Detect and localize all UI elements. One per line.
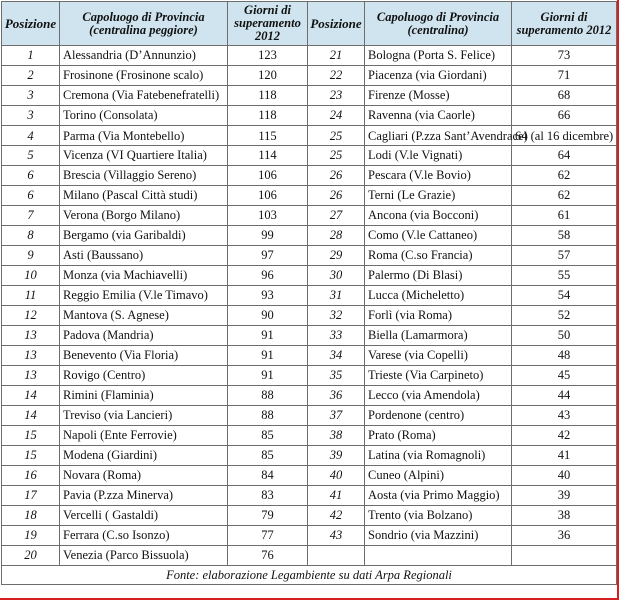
table-row — [2, 126, 617, 146]
table-row — [2, 106, 617, 126]
city-cell: Forlì (via Roma) — [365, 306, 512, 326]
city-cell: Vicenza (VI Quartiere Italia) — [60, 146, 228, 166]
position-cell — [308, 546, 365, 566]
days-cell: 99 — [228, 226, 308, 246]
city-cell: Parma (Via Montebello) — [60, 126, 228, 146]
table-row — [2, 146, 617, 166]
position-cell: 29 — [308, 246, 365, 266]
city-cell: Pordenone (centro) — [365, 406, 512, 426]
city-cell: Lodi (V.le Vignati) — [365, 146, 512, 166]
table-row — [2, 326, 617, 346]
position-cell: 22 — [308, 66, 365, 86]
days-cell: 106 — [228, 186, 308, 206]
days-cell: 58 — [512, 226, 617, 246]
city-cell: Rovigo (Centro) — [60, 366, 228, 386]
position-cell: 3 — [2, 106, 60, 126]
days-cell: 91 — [228, 346, 308, 366]
city-cell: Treviso (via Lancieri) — [60, 406, 228, 426]
position-cell: 34 — [308, 346, 365, 366]
position-cell: 32 — [308, 306, 365, 326]
position-cell: 5 — [2, 146, 60, 166]
city-cell: Frosinone (Frosinone scalo) — [60, 66, 228, 86]
position-cell: 17 — [2, 486, 60, 506]
city-cell: Ancona (via Bocconi) — [365, 206, 512, 226]
days-cell: 66 — [512, 106, 617, 126]
position-cell: 14 — [2, 406, 60, 426]
city-cell: Sondrio (via Mazzini) — [365, 526, 512, 546]
days-cell: 61 — [512, 206, 617, 226]
days-cell — [512, 546, 617, 566]
position-cell: 21 — [308, 46, 365, 66]
table-row — [2, 266, 617, 286]
table-row — [2, 46, 617, 66]
city-cell: Trieste (Via Carpineto) — [365, 366, 512, 386]
table-row — [2, 426, 617, 446]
position-cell: 37 — [308, 406, 365, 426]
position-cell: 26 — [308, 166, 365, 186]
table-row — [2, 206, 617, 226]
days-cell: 41 — [512, 446, 617, 466]
position-cell: 30 — [308, 266, 365, 286]
header-position-left: Posizione — [2, 2, 60, 46]
position-cell: 25 — [308, 126, 365, 146]
position-cell: 15 — [2, 446, 60, 466]
position-cell: 24 — [308, 106, 365, 126]
days-cell: 77 — [228, 526, 308, 546]
city-cell: Venezia (Parco Bissuola) — [60, 546, 228, 566]
position-cell: 15 — [2, 426, 60, 446]
days-cell: 76 — [228, 546, 308, 566]
city-cell: Pavia (P.zza Minerva) — [60, 486, 228, 506]
table-row — [2, 386, 617, 406]
position-cell: 4 — [2, 126, 60, 146]
position-cell: 41 — [308, 486, 365, 506]
position-cell: 33 — [308, 326, 365, 346]
position-cell: 25 — [308, 146, 365, 166]
position-cell: 13 — [2, 366, 60, 386]
city-cell: Milano (Pascal Città studi) — [60, 186, 228, 206]
city-cell: Brescia (Villaggio Sereno) — [60, 166, 228, 186]
days-cell: 68 — [512, 86, 617, 106]
city-cell: Firenze (Mosse) — [365, 86, 512, 106]
days-cell: 91 — [228, 326, 308, 346]
city-cell: Lecco (via Amendola) — [365, 386, 512, 406]
table-row — [2, 86, 617, 106]
days-cell: 71 — [512, 66, 617, 86]
days-cell: 39 — [512, 486, 617, 506]
position-cell: 40 — [308, 466, 365, 486]
header-city-right: Capoluogo di Provincia (centralina) — [365, 2, 512, 46]
table-row — [2, 486, 617, 506]
city-cell: Trento (via Bolzano) — [365, 506, 512, 526]
table-row — [2, 186, 617, 206]
position-cell: 36 — [308, 386, 365, 406]
days-cell: 40 — [512, 466, 617, 486]
days-cell: 38 — [512, 506, 617, 526]
days-cell: 88 — [228, 386, 308, 406]
city-cell: Cremona (Via Fatebenefratelli) — [60, 86, 228, 106]
pm10-ranking-table — [1, 1, 617, 585]
position-cell: 1 — [2, 46, 60, 66]
position-cell: 23 — [308, 86, 365, 106]
days-cell: 42 — [512, 426, 617, 446]
days-cell: 85 — [228, 426, 308, 446]
table-row — [2, 506, 617, 526]
city-cell: Varese (via Copelli) — [365, 346, 512, 366]
position-cell: 19 — [2, 526, 60, 546]
position-cell: 16 — [2, 466, 60, 486]
days-cell: 106 — [228, 166, 308, 186]
source-note: Fonte: elaborazione Legambiente su dati Arpa Regionali — [2, 566, 617, 585]
city-cell: Prato (Roma) — [365, 426, 512, 446]
city-cell: Alessandria (D’Annunzio) — [60, 46, 228, 66]
city-cell: Ravenna (via Caorle) — [365, 106, 512, 126]
table-row — [2, 226, 617, 246]
position-cell: 3 — [2, 86, 60, 106]
position-cell: 13 — [2, 326, 60, 346]
days-cell: 123 — [228, 46, 308, 66]
days-cell: 64 — [512, 146, 617, 166]
table-row — [2, 366, 617, 386]
city-cell: Piacenza (via Giordani) — [365, 66, 512, 86]
days-cell: 52 — [512, 306, 617, 326]
days-cell: 62 — [512, 166, 617, 186]
days-cell: 57 — [512, 246, 617, 266]
table-row — [2, 526, 617, 546]
days-cell: 44 — [512, 386, 617, 406]
city-cell: Novara (Roma) — [60, 466, 228, 486]
days-cell: 45 — [512, 366, 617, 386]
table-row — [2, 246, 617, 266]
city-cell: Aosta (via Primo Maggio) — [365, 486, 512, 506]
city-cell: Roma (C.so Francia) — [365, 246, 512, 266]
position-cell: 7 — [2, 206, 60, 226]
days-cell: 118 — [228, 106, 308, 126]
position-cell: 12 — [2, 306, 60, 326]
days-cell: 93 — [228, 286, 308, 306]
days-cell: 62 — [512, 186, 617, 206]
city-cell: Latina (via Romagnoli) — [365, 446, 512, 466]
table-row — [2, 166, 617, 186]
city-cell: Palermo (Di Blasi) — [365, 266, 512, 286]
table-row — [2, 406, 617, 426]
city-cell: Ferrara (C.so Isonzo) — [60, 526, 228, 546]
city-cell: Vercelli ( Gastaldi) — [60, 506, 228, 526]
position-cell: 9 — [2, 246, 60, 266]
table-row — [2, 466, 617, 486]
city-cell: Verona (Borgo Milano) — [60, 206, 228, 226]
position-cell: 39 — [308, 446, 365, 466]
city-cell: Reggio Emilia (V.le Timavo) — [60, 286, 228, 306]
position-cell: 2 — [2, 66, 60, 86]
city-cell: Bergamo (via Garibaldi) — [60, 226, 228, 246]
days-cell: 79 — [228, 506, 308, 526]
city-cell: Mantova (S. Agnese) — [60, 306, 228, 326]
position-cell: 26 — [308, 186, 365, 206]
city-cell: Torino (Consolata) — [60, 106, 228, 126]
days-cell: 88 — [228, 406, 308, 426]
table-row — [2, 446, 617, 466]
days-cell: 103 — [228, 206, 308, 226]
position-cell: 38 — [308, 426, 365, 446]
table-row — [2, 346, 617, 366]
position-cell: 14 — [2, 386, 60, 406]
header-city-left: Capoluogo di Provincia (centralina peggiore) — [60, 2, 228, 46]
position-cell: 18 — [2, 506, 60, 526]
position-cell: 10 — [2, 266, 60, 286]
position-cell: 13 — [2, 346, 60, 366]
header-days-left: Giorni di superamento 2012 — [228, 2, 308, 46]
table-row — [2, 306, 617, 326]
position-cell: 28 — [308, 226, 365, 246]
position-cell: 20 — [2, 546, 60, 566]
days-cell: 64 (al 16 dicembre) — [512, 126, 617, 146]
days-cell: 118 — [228, 86, 308, 106]
city-cell: Bologna (Porta S. Felice) — [365, 46, 512, 66]
table-body — [2, 46, 617, 566]
days-cell: 83 — [228, 486, 308, 506]
days-cell: 43 — [512, 406, 617, 426]
days-cell: 96 — [228, 266, 308, 286]
days-cell: 114 — [228, 146, 308, 166]
days-cell: 50 — [512, 326, 617, 346]
city-cell — [365, 546, 512, 566]
table-row — [2, 286, 617, 306]
position-cell: 8 — [2, 226, 60, 246]
position-cell: 27 — [308, 206, 365, 226]
city-cell: Monza (via Machiavelli) — [60, 266, 228, 286]
days-cell: 120 — [228, 66, 308, 86]
city-cell: Terni (Le Grazie) — [365, 186, 512, 206]
position-cell: 42 — [308, 506, 365, 526]
days-cell: 55 — [512, 266, 617, 286]
table-row — [2, 546, 617, 566]
days-cell: 73 — [512, 46, 617, 66]
days-cell: 48 — [512, 346, 617, 366]
city-cell: Como (V.le Cattaneo) — [365, 226, 512, 246]
city-cell: Asti (Baussano) — [60, 246, 228, 266]
days-cell: 84 — [228, 466, 308, 486]
days-cell: 91 — [228, 366, 308, 386]
days-cell: 36 — [512, 526, 617, 546]
days-cell: 115 — [228, 126, 308, 146]
city-cell: Cuneo (Alpini) — [365, 466, 512, 486]
footer-row — [2, 566, 617, 585]
header-days-right: Giorni di superamento 2012 — [512, 2, 617, 46]
city-cell: Biella (Lamarmora) — [365, 326, 512, 346]
position-cell: 11 — [2, 286, 60, 306]
city-cell: Rimini (Flaminia) — [60, 386, 228, 406]
position-cell: 31 — [308, 286, 365, 306]
position-cell: 6 — [2, 186, 60, 206]
city-cell: Napoli (Ente Ferrovie) — [60, 426, 228, 446]
days-cell: 90 — [228, 306, 308, 326]
position-cell: 43 — [308, 526, 365, 546]
city-cell: Padova (Mandria) — [60, 326, 228, 346]
days-cell: 85 — [228, 446, 308, 466]
days-cell: 97 — [228, 246, 308, 266]
table-row — [2, 66, 617, 86]
position-cell: 6 — [2, 166, 60, 186]
city-cell: Cagliari (P.zza Sant’Avendrace) — [365, 126, 512, 146]
city-cell: Benevento (Via Floria) — [60, 346, 228, 366]
header-row — [2, 2, 617, 46]
city-cell: Modena (Giardini) — [60, 446, 228, 466]
city-cell: Lucca (Micheletto) — [365, 286, 512, 306]
header-position-right: Posizione — [308, 2, 365, 46]
position-cell: 35 — [308, 366, 365, 386]
days-cell: 54 — [512, 286, 617, 306]
city-cell: Pescara (V.le Bovio) — [365, 166, 512, 186]
